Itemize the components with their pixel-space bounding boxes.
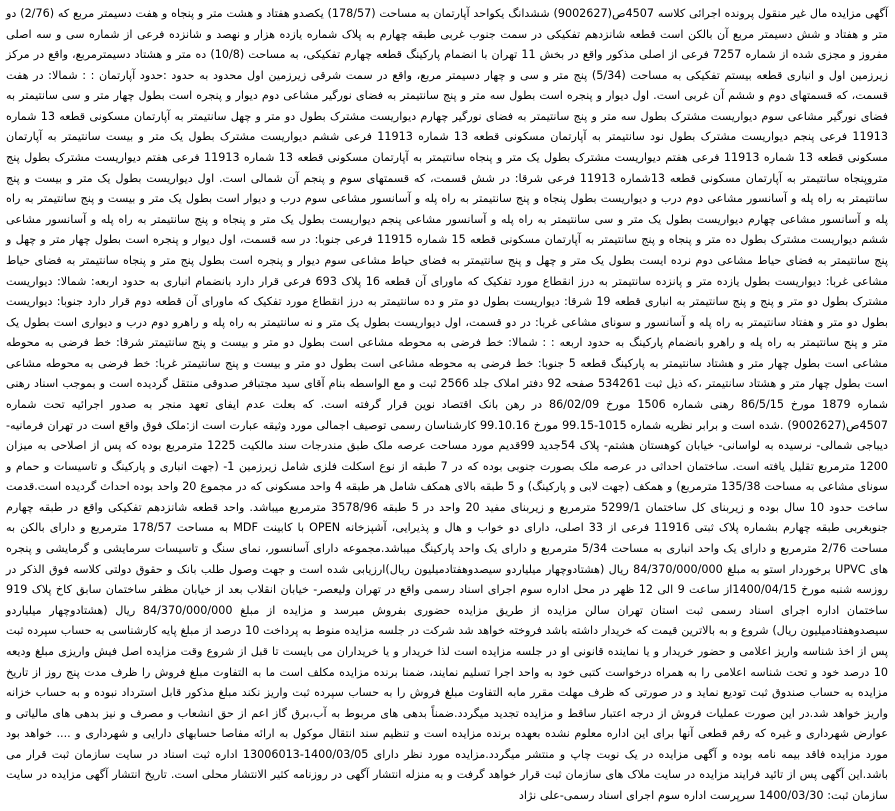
auction-notice-text: آگهی مزایده مال غیر منقول پرونده اجرائی کلاسه 4507ص(9002627) ششدانگ یکواحد آپارتمان به مساحت (178/57) یکصدو هفتاد و هشت متر و پنجاه و هفت دسیمتر مربع که (2/76) دو متر و هفتاد و شش دسیمتر مربع آن بالکن است قطعه شانزدهم تفکیکی در سمت جنوب غربی طبقه چهارم به پلاک شماره یازده هزار و نهصد و شانزده فرعی از شماره سی و سه اصلی مفروز و مجزی شده از شماره 7257 فرعی از اصلی مذکور واقع در بخش 11 تهران با انضمام پارکینگ قطعه چهارم تفکیکی، به مساحت (10/8) ده متر و هشتاد دسیمترمربع، واقع در مرکز زیرزمین اول و انباری قطعه بیستم تفکیکی به مساحت (5/34) پنج متر و سی و چهار دسیمتر مربع، واقع در سمت شرقی زیرزمین اول محدود به حدود :حدود آپارتمان : : شمالا: در هفت قسمت، که قسمتهای دوم و ششم آن غربی است. اول دیوار و پنجره است بطول سه متر و پنج سانتیمتر به فضای نورگیر مشاعی دوم دیوار و پنجره است بطول چهار متر و سی سانتیمتر به فضای نورگیر مشاعی سوم دیواریست مشترک بطول سه متر و پنج سانتیمتر به فضای نورگیر چهارم دیواریست مشترک بطول دو متر و چهل سانتیمتر به آپارتمان مسکونی قطعه 13 شماره 11913 فرعی پنجم دیواریست مشترک بطول نود سانتیمتر به آپارتمان مسکونی قطعه 13 شماره 11913 فرعی ششم دیواریست مشترک بطول یک متر و بیست سانتیمتر به آپارتمان مسکونی قطعه 13 شماره 11913 فرعی هفتم دیواریست مشترک بطول یک متر و پنجاه سانتیمتر به آپارتمان مسکونی قطعه 13 شماره 11913 فرعی هفتم دیواریست مشترک بطول پنج متروپنجاه سانتیمتر به آپارتمان مسکونی قطعه 13شماره 11913 فرعی شرقا: در شش قسمت، که قسمتهای سوم و پنجم آن شمالی است. اول دیواریست بطول یک متر و بیست و پنج سانتیمتر به راه پله و آسانسور مشاعی دوم درب و دیواریست بطول پنجاه و پنج سانتیمتر به راه پله و آسانسور مشاعی سوم درب و دیوار است بطول یک متر و بیست و پنج سانتیمتر به راه پله و آسانسور مشاعی چهارم دیواریست بطول یک متر و سی سانتیمتر به راه پله و آسانسور مشاعی پنجم دیواریست بطول یک متر و پنجاه و پنج سانتیمتر به راه پله و آسانسور مشاعی ششم دیواریست مشترک بطول ده متر و پنجاه و پنج سانتیمتر به آپارتمان مسکونی قطعه 15 شماره 11915 فرعی جنوبا: در سه قسمت، اول دیوار و پنجره است بطول چهار متر و چهل و پنج سانتیمتر به فضای حیاط مشاعی دوم نرده ایست بطول یک متر و چهل و پنج سانتیمتر به فضای حیاط مشاعی سوم دیوار و پنجره است بطول پنج متر و پنجاه سانتیمتر به فضای حیاط مشاعی غربا: دیواریست بطول یازده متر و پانزده سانتیمتر به درز انقطاع مورد تفکیک که ماورای آن قطعه 16 پلاک 693 فرعی قرار دارد بانضمام انباری به حدود اربعه: شمالا: دیواریست مشترک بطول دو متر و پنج و پنج سانتیمتر به انباری قطعه 19 شرقا: دیواریست بطول دو متر و ده سانتیمتر به درز انقطاع مورد تفکیک که ماورای آن قطعه دوم قرار دارد جنوبا: دیواریست بطول دو متر و هفتاد سانتیمتر به راه پله و آسانسور و سونای مشاعی غربا: در دو قسمت، اول دیواریست بطول یک متر و نه سانتیمتر به راه پله و راهرو دوم درب و دیواری است بطول یک متر و پنج سانتیمتر به راه پله و راهرو بانضمام پارکینگ به حدود اربعه : : شمالا: خط فرضی به محوطه مشاعی است بطول دو متر و بیست و پنج سانتیمتر شرقا: خط فرضی به محوطه مشاعی است بطول چهار متر و هشتاد سانتیمتر به پارکینگ قطعه 5 جنوبا: خط فرضی به محوطه مشاعی است بطول دو متر و بیست و پنج سانتیمتر غربا: خط فرضی به محوطه مشاعی است بطول چهار متر و هشتاد سانتیمتر ،که ذیل ثبت 534261 صفحه 92 دفتر املاک جلد 2566 ثبت و مع الواسطه بنام آقای سید مجتبافر صدوقی منتقل گردیده است و بموجب اسناد رهنی شماره 1879 مورخ 86/5/15 رهنی شماره 1506 مورخ 86/02/09 در رهن بانک اقتصاد نوین قرار گرفته است. که بعلت عدم ایفای تعهد منجر به صدور اجرائیه تحت شماره 4507ص(9002627) .شده است و برابر نظریه شماره 1015-99.15 مورخ 99.10.16 کارشناسان رسمی توصیف اجمالی مورد وثیقه عبارت است از:ملک فوق واقع است در تهران فرمانیه- دیباجی شمالی- نرسیده به لواسانی- خیابان کوهستان هشتم- پلاک 54جدید 99قدیم مورد مساحت عرصه ملک طبق مندرجات سند مالکیت 1225 مترمربع بوده که پس از اصلاحی به میزان 1200 مترمربع تقلیل یافته است. ساختمان احداثی در عرصه ملک بصورت جنوبی بوده که در 7 طبقه از نوع اسکلت فلزی شامل زیرزمین 1- (جهت انباری و پارکینگ و تاسیسات و حمام و سونای مشاعی به مساحت 135/38 مترمربع) و همکف (جهت لابی و پارکینگ) و 5 طبقه بالای همکف شامل هر طبقه 4 واحد مسکونی که در مجموع 20 واحد بوده احداث گردیده است.قدمت ساخت حدود 10 سال بوده و زیربنای کل ساختمان 5299/1 مترمربع و زیربنای مفید 20 واحد در 5 طبقه 3578/96 مترمربع میباشد. واحد قطعه شانزدهم تفکیکی واقع در طبقه چهارم جنوبغربی طبقه چهارم بشماره پلاک ثبتی 11916 فرعی از 33 اصلی، دارای دو خواب و هال و پذیرایی، آشپزخانه OPEN با کابینت MDF به مساحت 178/57 مترمربع و دارای بالکن به مساحت 2/76 مترمربع و دارای یک واحد انباری به مساحت 5/34 مترمربع و دارای یک واحد پارکینگ میباشد.مجموعه دارای آسانسور، نمای سنگ و تاسیسات سرمایشی و گرمایشی و پنجره های UPVC برخوردار استو به مبلغ 84/370/000/000 ریال (هشتادوچهار میلیاردو سیصدوهفتادمیلیون ریال)ارزیابی شده است و جهت وصول طلب بانک و حقوق دولتی کلاسه فوق الذکر در روزسه شنبه مورخ 1400/04/15از ساعت 9 الی 12 ظهر در محل اداره سوم اجرای اسناد رسمی واقع در تهران ولیعصر- خیابان انقلاب بعد از خیابان مظفر ساختمان سابق کاخ پلاک 919 ساختمان اداره اجرای اسناد رسمی ثبت استان تهران سالن مزایده از طریق مزایده حضوری بفروش میرسد و مزایده از مبلغ 84/370/000/000 ریال (هشتادوچهار میلیاردو سیصدوهفتادمیلیون ریال) شروع و به بالاترین قیمت که خریدار داشته باشد فروخته خواهد شد شرکت در جلسه مزایده منوط به پرداخت 10 درصد از مبلغ پایه کارشناسی به حساب سپرده ثبت پس از اخذ شناسه واریز اعلامی و حضور خریدار و یا نماینده قانونی او در جلسه مزایده است لذا خریدار و یا خریداران می بایست تا قبل از شروع وقت مزایده اصل فیش واریزی مبلغ ودیعه 10 درصد خود و تحت شناسه اعلامی را به همراه درخواست کتبی خود به واحد اجرا تسلیم نمایند، ضمنا برنده مزایده مکلف است ما به التفاوت مبلغ فروش را ظرف مدت پنج روز از تاریخ مزایده به حساب صندوق ثبت تودیع نماید و در صورتی که ظرف مهلت مقرر مابه التفاوت مبلغ فروش را به حساب سپرده ثبت واریز نکند مبلغ مذکور قابل استرداد نبوده و به حساب خزانه واریز خواهد شد.در این صورت عملیات فروش از درجه اعتبار ساقط و مزایده تجدید میگردد.ضمناً بدهی های مربوط به آب،برق گاز اعم از حق انشعاب و مصرف و نیز بدهی های مالیاتی و عوارض شهرداری و غیره که رقم قطعی آنها برای این اداره معلوم نشده بعهده برنده مزایده است و تنظیم سند انتقال موکول به ارائه مفاصا حسابهای دارایی و شهرداری و .... خواهد بود مورد مزایده فاقد بیمه نامه بوده و آگهی مزایده در یک نوبت چاپ و منتشر میگردد.مزایده مورد نظر دارای 1400/03/05-13006013 اداره ثبت اسناد در سایت سازمان ثبت قرار می باشد.این آگهی پس از تائید فرایند مزایده در سایت ملاک های سازمان ثبت قرار خواهد گرفت و به منزله انتشار آگهی در روزنامه کثیر الانتشار محلی است. تاریخ انتشار آگهی مزایده در سایت سازمان ثبت: 1400/03/30 سرپرست اداره سوم اجرای اسناد رسمی-علی نژاد — [6, 7, 889, 802]
